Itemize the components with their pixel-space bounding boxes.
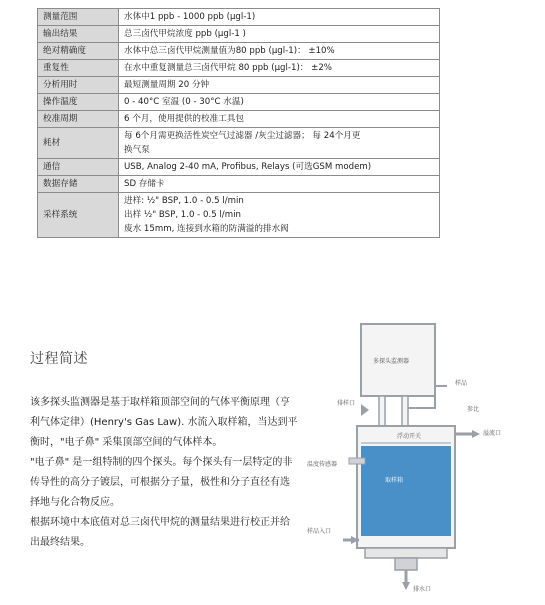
- spec-row: [38, 26, 440, 43]
- tank-label: 取样箱: [385, 477, 404, 484]
- spec-value-line: 在水中重复测量总三卤代甲烷 80 ppb (µgl-1)： ±2%: [124, 63, 332, 73]
- spec-row: [38, 193, 440, 238]
- tube-right: [402, 396, 408, 426]
- spec-value-line: USB, Analog 2-40 mA, Profibus, Relays (可选GSM modem): [124, 162, 372, 172]
- spec-value: [119, 60, 440, 77]
- spec-value-line: 最短测量周期 20 分钟: [124, 80, 210, 90]
- spec-row: [38, 77, 440, 94]
- spec-label: 操作温度: [38, 94, 119, 111]
- float-switch-label: 浮动开关: [397, 433, 422, 440]
- spec-value-line: 每 6个月需更换活性炭空气过滤器 /灰尘过滤器； 每 24个月更: [124, 131, 361, 141]
- overflow-label: 溢流口: [483, 430, 502, 437]
- spec-value-line: SD 存储卡: [124, 179, 165, 189]
- spec-value-line: 废水 15mm, 连接到水箱的防满溢的排水阀: [124, 224, 289, 234]
- spec-value-line: 换气泵: [124, 145, 150, 155]
- spec-value: [119, 159, 440, 176]
- spec-row: [38, 159, 440, 176]
- spec-value-line: 水体中1 ppb - 1000 ppb (µgl-1): [124, 12, 256, 22]
- sample-label: 样品: [455, 380, 468, 387]
- spec-value: [119, 26, 440, 43]
- spec-value: [119, 176, 440, 193]
- tube-left: [379, 396, 385, 426]
- process-diagram: [307, 318, 545, 605]
- paragraph-correction: 根据环境中本底值对总三卤代甲烷的测量结果进行校正并给出最终结果。: [30, 517, 290, 548]
- spec-row: [38, 94, 440, 111]
- spec-label: 通信: [38, 159, 119, 176]
- spec-label: 采样系统: [38, 193, 119, 238]
- paragraph-enose: "电子鼻" 是一组特制的四个探头。每个探头有一层特定的非传导性的高分子镀层，可根据分子量，极性和分子直径有选择地与化合物反应。: [30, 457, 293, 508]
- drain-valve: [395, 558, 417, 570]
- paragraph-principle: 该多探头监测器是基于取样箱顶部空间的气体平衡原理（亨利气体定律）(Henry's Gas Law). 水流入取样箱，当达到平衡时，"电子鼻" 采集顶部空间的气体样本。: [30, 397, 298, 448]
- drain-label: 排水口: [413, 586, 432, 593]
- drain-arrow: [402, 582, 410, 590]
- spec-value: [119, 94, 440, 111]
- spec-value: [119, 9, 440, 26]
- spec-label: 数据存储: [38, 176, 119, 193]
- exhaust-label: 排样口: [337, 400, 356, 407]
- spec-value: [119, 77, 440, 94]
- spec-value-line: 水体中总三卤代甲烷测量值为80 ppb (µgl-1)： ±10%: [124, 46, 335, 56]
- inlet-label: 样品入口: [307, 528, 332, 535]
- spec-value: [119, 128, 440, 159]
- spec-value: [119, 111, 440, 128]
- spec-label: 耗材: [38, 128, 119, 159]
- pump-label: 参比: [467, 406, 480, 413]
- spec-label: 重复性: [38, 60, 119, 77]
- diagram-drawing: [307, 318, 545, 605]
- spec-label: 校准周期: [38, 111, 119, 128]
- water-fill: [361, 446, 451, 536]
- spec-label: 输出结果: [38, 26, 119, 43]
- spec-value-line: 总三卤代甲烷浓度 ppb (µgl-1 ): [124, 29, 246, 39]
- temp-sensor-label: 温度传感器: [307, 461, 338, 468]
- overflow-arrow: [472, 430, 480, 438]
- spec-value-line: 进样: ½" BSP, 1.0 - 0.5 l/min: [124, 196, 244, 206]
- monitor-label: 多探头监测器: [373, 358, 410, 365]
- spec-value: [119, 43, 440, 60]
- spec-table: [37, 8, 440, 238]
- spec-row: [38, 128, 440, 159]
- spec-row: [38, 43, 440, 60]
- spec-value-line: 0 - 40°C 室温 (0 - 30°C 水温): [124, 97, 244, 107]
- spec-value-line: 6 个月，使用提供的校准工具包: [124, 114, 244, 124]
- temp-sensor: [349, 458, 365, 464]
- spec-label: 分析用时: [38, 77, 119, 94]
- tank-base: [365, 548, 447, 558]
- spec-row: [38, 9, 440, 26]
- spec-label: 绝对精确度: [38, 43, 119, 60]
- spec-value-line: 出样 ½" BSP, 1.0 - 0.5 l/min: [124, 210, 241, 220]
- section-title: 过程简述: [30, 351, 88, 367]
- spec-label: 测量范围: [38, 9, 119, 26]
- spec-row: [38, 111, 440, 128]
- process-description: [30, 393, 298, 553]
- spec-row: [38, 176, 440, 193]
- spec-row: [38, 60, 440, 77]
- spec-value: [119, 193, 440, 238]
- exhaust-arrow: [361, 404, 369, 416]
